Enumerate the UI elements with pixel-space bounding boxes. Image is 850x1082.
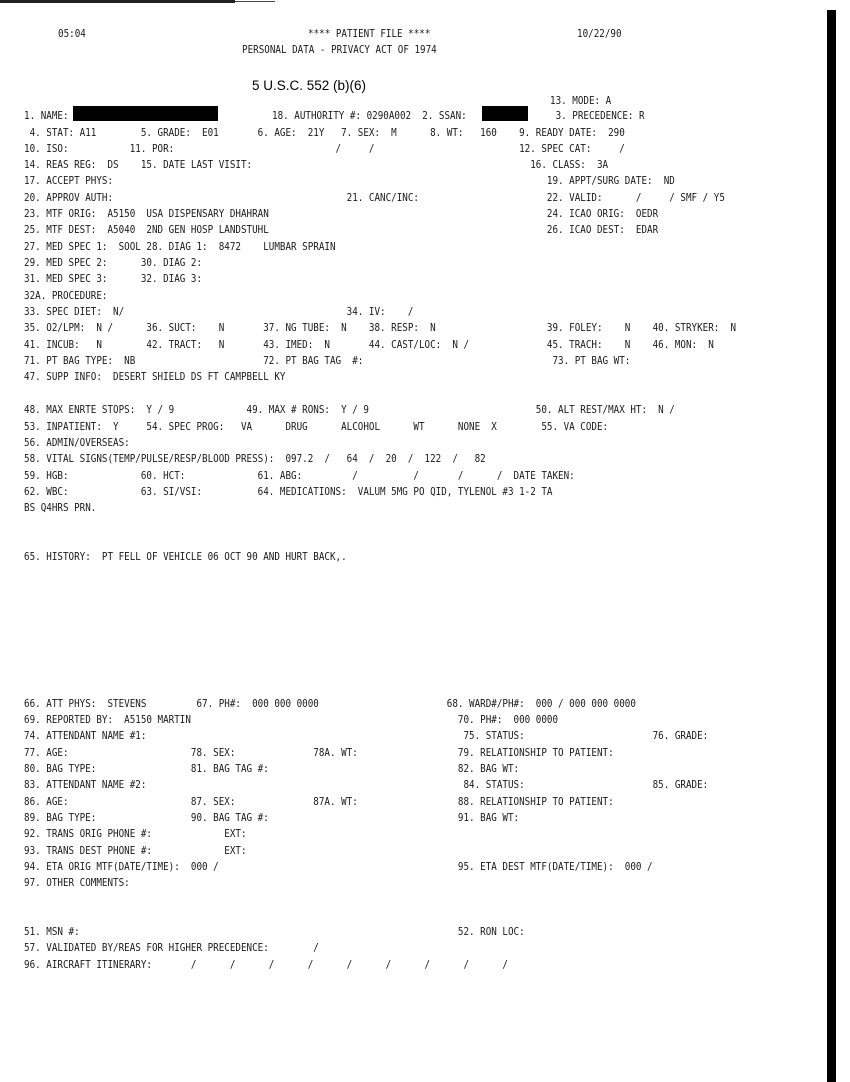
field-line-l20: 20. APPROV AUTH: 21. CANC/INC: 22. VALID: / / SMF / Y5: [24, 192, 725, 204]
field-line-l17: 17. ACCEPT PHYS: 19. APPT/SURG DATE: ND: [24, 175, 675, 187]
field-line-l1: 1. NAME:: [24, 110, 69, 122]
field-line-l97: 97. OTHER COMMENTS:: [24, 877, 130, 889]
field-line-l62: 62. WBC: 63. SI/VSI: 64. MEDICATIONS: VALUM 5MG PO QID, TYLENOL #3 1-2 TA: [24, 486, 553, 498]
field-line-l65: 65. HISTORY: PT FELL OF VEHICLE 06 OCT 90 AND HURT BACK,.: [24, 551, 347, 563]
header-date: 10/22/90: [577, 28, 622, 40]
field-line-l31: 31. MED SPEC 3: 32. DIAG 3:: [24, 273, 203, 285]
redacted-ssan: [482, 106, 528, 121]
top-rule-faint: [235, 1, 275, 2]
field-line-l83: 83. ATTENDANT NAME #2: 84. STATUS: 85. GRADE:: [24, 779, 709, 791]
field-line-l23: 23. MTF ORIG: A5150 USA DISPENSARY DHAHRAN 24. ICAO ORIG: OEDR: [24, 208, 659, 220]
field-line-l57: 57. VALIDATED BY/REAS FOR HIGHER PRECEDENCE: /: [24, 942, 319, 954]
top-rule: [0, 0, 235, 3]
redacted-name: [73, 106, 218, 121]
field-line-l3: 3. PRECEDENCE: R: [550, 110, 645, 122]
field-line-l27: 27. MED SPEC 1: SOOL 28. DIAG 1: 8472 LUMBAR SPRAIN: [24, 241, 336, 253]
field-line-l14: 14. REAS REG: DS 15. DATE LAST VISIT: 16. CLASS: 3A: [24, 159, 609, 171]
field-line-l74: 74. ATTENDANT NAME #1: 75. STATUS: 76. GRADE:: [24, 730, 709, 742]
field-line-l89: 89. BAG TYPE: 90. BAG TAG #: 91. BAG WT:: [24, 812, 520, 824]
field-line-l10: 10. ISO: 11. POR: / / 12. SPEC CAT: /: [24, 143, 625, 155]
field-line-l35: 35. O2/LPM: N / 36. SUCT: N 37. NG TUBE: N 38. RESP: N 39. FOLEY: N 40. STRYKER: N: [24, 322, 737, 334]
field-line-l25: 25. MTF DEST: A5040 2ND GEN HOSP LANDSTUHL 26. ICAO DEST: EDAR: [24, 224, 659, 236]
field-line-l66: 66. ATT PHYS: STEVENS 67. PH#: 000 000 0000 68. WARD#/PH#: 000 / 000 000 0000: [24, 698, 636, 710]
header-title: **** PATIENT FILE ****: [308, 28, 431, 40]
field-line-l80: 80. BAG TYPE: 81. BAG TAG #: 82. BAG WT:: [24, 763, 520, 775]
header-privacy: PERSONAL DATA - PRIVACY ACT OF 1974: [242, 44, 437, 56]
field-line-l58: 58. VITAL SIGNS(TEMP/PULSE/RESP/BLOOD PRESS): 097.2 / 64 / 20 / 122 / 82: [24, 453, 486, 465]
field-line-l29: 29. MED SPEC 2: 30. DIAG 2:: [24, 257, 203, 269]
field-line-l59: 59. HGB: 60. HCT: 61. ABG: / / / / DATE TAKEN:: [24, 470, 575, 482]
field-line-l51: 51. MSN #: 52. RON LOC:: [24, 926, 525, 938]
field-line-l71: 71. PT BAG TYPE: NB 72. PT BAG TAG #: 73. PT BAG WT:: [24, 355, 631, 367]
scan-edge-bar: [827, 10, 836, 1082]
field-line-l56: 56. ADMIN/OVERSEAS:: [24, 437, 130, 449]
field-line-l53: 53. INPATIENT: Y 54. SPEC PROG: VA DRUG ALCOHOL WT NONE X 55. VA CODE:: [24, 421, 609, 433]
field-line-l47: 47. SUPP INFO: DESERT SHIELD DS FT CAMPBELL KY: [24, 371, 286, 383]
exemption-stamp: 5 U.S.C. 552 (b)(6): [252, 78, 367, 93]
field-line-l96: 96. AIRCRAFT ITINERARY: / / / / / / / / /: [24, 959, 508, 971]
field-line-l69: 69. REPORTED BY: A5150 MARTIN 70. PH#: 000 0000: [24, 714, 559, 726]
field-line-l92: 92. TRANS ORIG PHONE #: EXT:: [24, 828, 247, 840]
field-line-l18: 18. AUTHORITY #: 0290A002 2. SSAN:: [272, 110, 467, 122]
field-line-l33: 33. SPEC DIET: N/ 34. IV: /: [24, 306, 414, 318]
field-line-lbs: BS Q4HRS PRN.: [24, 502, 97, 514]
field-line-l77: 77. AGE: 78. SEX: 78A. WT: 79. RELATIONSHIP TO PATIENT:: [24, 747, 614, 759]
field-line-l48: 48. MAX ENRTE STOPS: Y / 9 49. MAX # RONS: Y / 9 50. ALT REST/MAX HT: N /: [24, 404, 675, 416]
field-line-l94: 94. ETA ORIG MTF(DATE/TIME): 000 / 95. ETA DEST MTF(DATE/TIME): 000 /: [24, 861, 653, 873]
field-line-l86: 86. AGE: 87. SEX: 87A. WT: 88. RELATIONSHIP TO PATIENT:: [24, 796, 614, 808]
field-line-l32a: 32A. PROCEDURE:: [24, 290, 108, 302]
field-line-l13: 13. MODE: A: [550, 95, 612, 107]
header-time: 05:04: [58, 28, 86, 40]
field-line-l4: 4. STAT: A11 5. GRADE: E01 6. AGE: 21Y 7. SEX: M 8. WT: 160 9. READY DATE: 290: [24, 127, 625, 139]
field-line-l41: 41. INCUB: N 42. TRACT: N 43. IMED: N 44. CAST/LOC: N / 45. TRACH: N 46. MON: N: [24, 339, 714, 351]
field-line-l93: 93. TRANS DEST PHONE #: EXT:: [24, 845, 247, 857]
